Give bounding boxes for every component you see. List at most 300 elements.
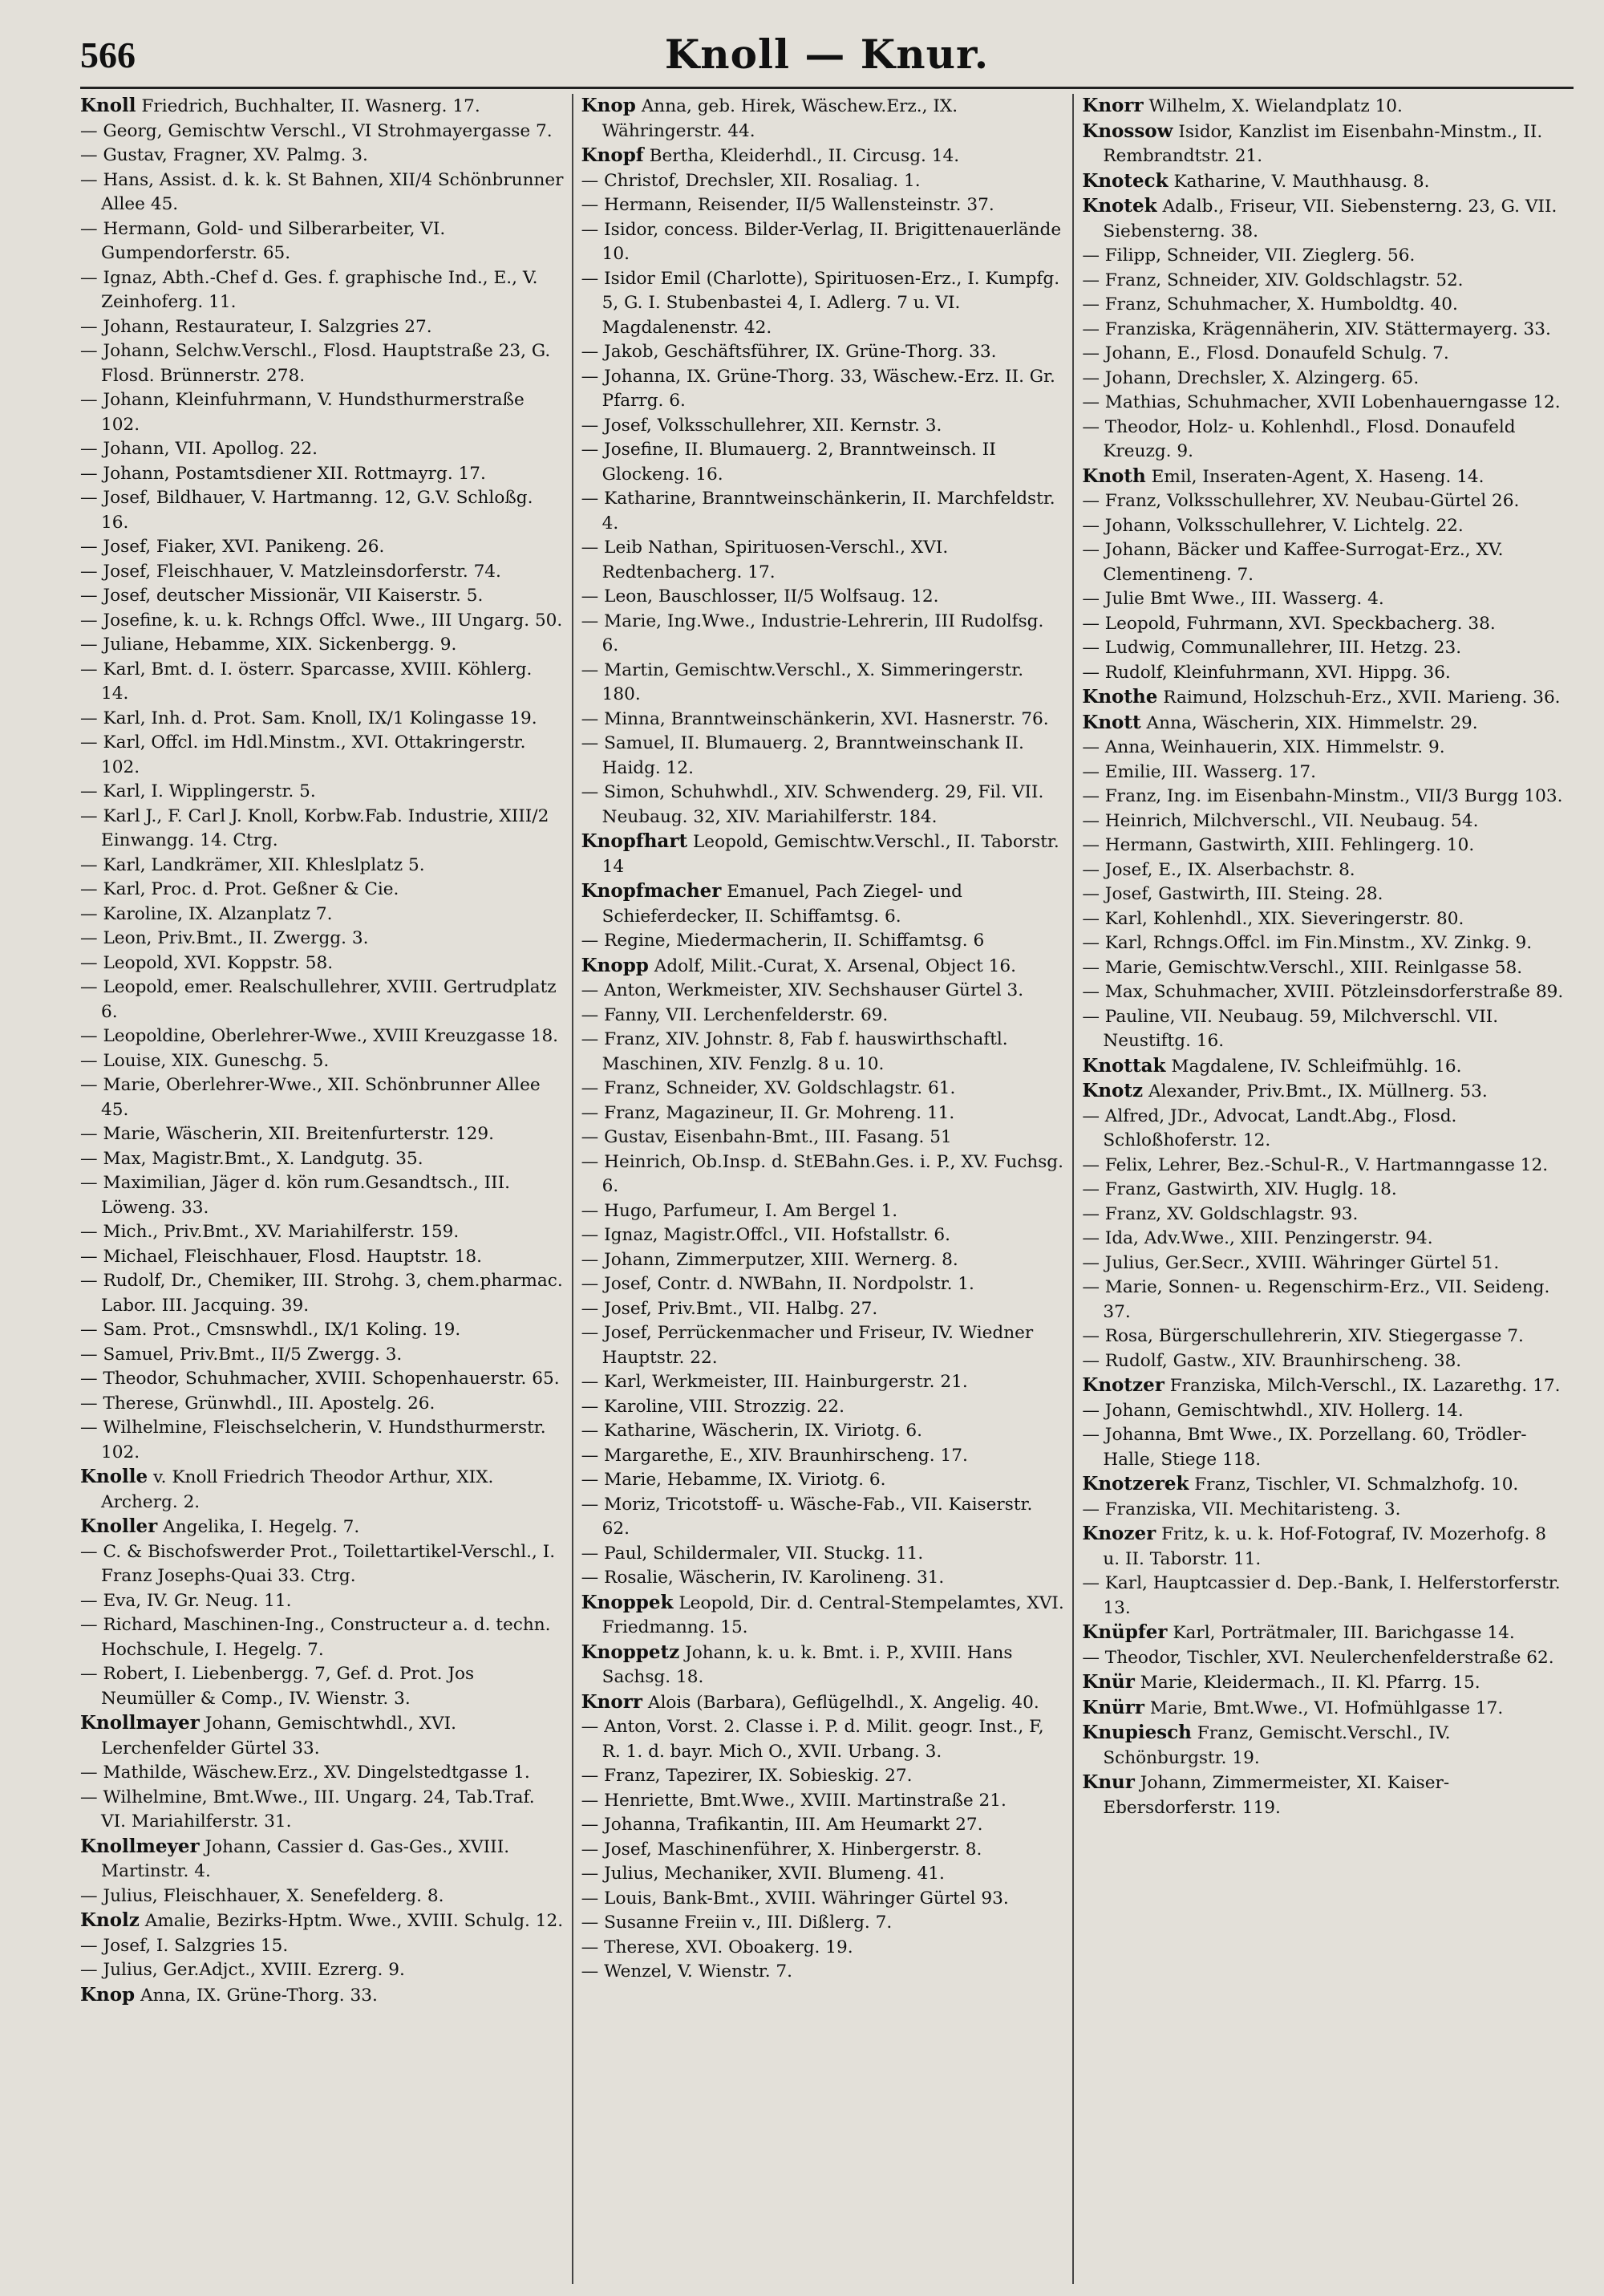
directory-entry [1082, 244, 1566, 269]
directory-entry [80, 1835, 564, 1884]
directory-entry [581, 1395, 1065, 1420]
directory-entry [80, 854, 564, 878]
entry-headword: Knoller [80, 1515, 158, 1537]
entry-text: — Theodor, Tischler, XVI. Neulerchenfelderstraße 62. [1082, 1647, 1554, 1668]
directory-entry [581, 1199, 1065, 1224]
entry-text: — Ida, Adv.Wwe., XIII. Penzingerstr. 94. [1082, 1228, 1433, 1248]
entry-text: — Johann, VII. Apollog. 22. [80, 439, 318, 459]
directory-entry [581, 1887, 1065, 1912]
entry-headword: Knoth [1082, 464, 1146, 487]
page-header [80, 22, 1574, 89]
directory-entry [581, 585, 1065, 610]
entry-text: — Hermann, Gastwirth, XIII. Fehlingerg. 10. [1082, 835, 1475, 855]
entry-text: Adolf, Milit.-Curat, X. Arsenal, Object 16. [654, 955, 1017, 976]
entry-text: Alois (Barbara), Geflügelhdl., X. Angelig. 40. [647, 1692, 1039, 1713]
directory-entry [581, 1960, 1065, 1985]
directory-entry [581, 1862, 1065, 1887]
directory-entry [80, 1589, 564, 1614]
entry-text: — Johann, E., Flosd. Donaufeld Schulg. 7. [1082, 343, 1449, 363]
directory-entry [581, 365, 1065, 414]
directory-entry [80, 1958, 564, 1983]
entry-text: Fritz, k. u. k. Hof-Fotograf, IV. Mozerhofg. 8 u. II. Taborstr. 11. [1103, 1524, 1547, 1569]
directory-entry [80, 1024, 564, 1049]
entry-text: — Franz, Schneider, XIV. Goldschlagstr. 52. [1082, 270, 1464, 290]
directory-entry [1082, 514, 1566, 539]
directory-entry [80, 976, 564, 1024]
entry-headword: Knop [80, 1983, 136, 2006]
entry-text: — Johann, Drechsler, X. Alzingerg. 65. [1082, 367, 1420, 388]
entry-headword: Knotzer [1082, 1374, 1165, 1396]
entry-text: — Hugo, Parfumeur, I. Am Bergel 1. [581, 1200, 898, 1221]
directory-entry [80, 144, 564, 168]
entry-headword: Knopf [581, 144, 644, 166]
entry-text: Adalb., Friseur, VII. Siebensterng. 23, G. VII. Siebensterng. 38. [1103, 197, 1557, 241]
entry-text: — Richard, Maschinen-Ing., Constructeur a. d. techn. Hochschule, I. Hegelg. 7. [80, 1615, 551, 1660]
entry-headword: Knoppek [581, 1591, 674, 1613]
directory-entry [80, 1884, 564, 1909]
entry-text: — Theodor, Schuhmacher, XVIII. Schopenhauerstr. 65. [80, 1369, 560, 1389]
directory-entry [1082, 612, 1566, 637]
entry-text: — Johann, Selchw.Verschl., Flosd. Hauptstraße 23, G. Flosd. Brünnerstr. 278. [80, 341, 551, 386]
entry-text: — Henriette, Bmt.Wwe., XVIII. Martinstraße 21. [581, 1790, 1007, 1811]
entry-text: — Karl, Kohlenhdl., XIX. Sieveringerstr. 80. [1082, 908, 1464, 929]
directory-entry [1082, 685, 1566, 711]
directory-entry [581, 169, 1065, 194]
entry-text: — Fanny, VII. Lerchenfelderstr. 69. [581, 1004, 889, 1025]
entry-text: — Susanne Freiin v., III. Dißlerg. 7. [581, 1913, 893, 1933]
entry-text: — Josef, Contr. d. NWBahn, II. Nordpolstr. 1. [581, 1274, 974, 1294]
directory-entry [80, 1049, 564, 1074]
directory-entry [1082, 464, 1566, 490]
directory-entry [581, 929, 1065, 954]
entry-text: — Franz, Schneider, XV. Goldschlagstr. 61. [581, 1078, 956, 1098]
directory-entry [80, 1171, 564, 1220]
entry-text: — Rudolf, Dr., Chemiker, III. Strohg. 3, chem.pharmac. Labor. III. Jacquing. 39. [80, 1271, 563, 1316]
entry-text: — Franz, Magazineur, II. Gr. Mohreng. 11. [581, 1102, 955, 1123]
directory-entry [581, 1468, 1065, 1493]
entry-text: — Karl, Inh. d. Prot. Sam. Knoll, IX/1 Kolingasse 19. [80, 708, 537, 728]
entry-text: Wilhelm, X. Wielandplatz 10. [1148, 96, 1403, 116]
directory-entry [80, 339, 564, 388]
directory-entry [1082, 785, 1566, 809]
directory-entry [80, 658, 564, 707]
directory-entry [1082, 834, 1566, 858]
entry-text: — Max, Schuhmacher, XVIII. Pötzleinsdorferstraße 89. [1082, 982, 1564, 1002]
entry-headword: Knotek [1082, 195, 1157, 217]
directory-entry [1082, 1423, 1566, 1472]
entry-text: — Leon, Bauschlosser, II/5 Wolfsaug. 12. [581, 586, 939, 606]
directory-entry [80, 731, 564, 780]
entry-text: — Josef, Gastwirth, III. Steing. 28. [1082, 884, 1383, 904]
entry-text: — Heinrich, Milchverschl., VII. Neubaug. 54. [1082, 810, 1479, 831]
directory-entry [1082, 1670, 1566, 1696]
entry-text: Marie, Kleidermach., II. Kl. Pfarrg. 15. [1140, 1673, 1480, 1693]
directory-entry [581, 979, 1065, 1004]
entry-headword: Knopfmacher [581, 880, 722, 902]
directory-entry [80, 1073, 564, 1122]
directory-entry [581, 610, 1065, 659]
entry-text: — Leopoldine, Oberlehrer-Wwe., XVIII Kreuzgasse 18. [80, 1026, 559, 1046]
directory-entry [1082, 416, 1566, 464]
entry-headword: Knotzerek [1082, 1473, 1189, 1495]
directory-entry [1082, 194, 1566, 244]
entry-text: — Mathilde, Wäschew.Erz., XV. Dingelstedtgasse 1. [80, 1763, 530, 1783]
directory-entry [80, 94, 564, 120]
entry-text: — Margarethe, E., XIV. Braunhirscheng. 17. [581, 1445, 968, 1466]
entry-text: — Josefine, k. u. k. Rchngs Offcl. Wwe., III Ungarg. 50. [80, 610, 563, 631]
entry-text: — Ludwig, Communallehrer, III. Hetzg. 23. [1082, 638, 1462, 658]
entry-text: — Maximilian, Jäger d. kön rum.Gesandtsch., III. Löweng. 33. [80, 1173, 511, 1218]
entry-text: — Franziska, Krägennäherin, XIV. Stättermayerg. 33. [1082, 318, 1551, 339]
directory-entry [80, 1343, 564, 1368]
directory-entry [80, 1245, 564, 1270]
directory-entry [1082, 1572, 1566, 1621]
directory-entry [581, 1077, 1065, 1101]
directory-entry [581, 1444, 1065, 1469]
entry-text: Amalie, Bezirks-Hptm. Wwe., XVIII. Schulg. 12. [144, 1911, 564, 1931]
entry-text: — Karoline, IX. Alzanplatz 7. [80, 903, 333, 924]
directory-entry [581, 487, 1065, 536]
directory-entry [80, 1416, 564, 1465]
entry-text: — Julie Bmt Wwe., III. Wasserg. 4. [1082, 589, 1384, 609]
directory-entry [1082, 1054, 1566, 1080]
directory-entry [1082, 538, 1566, 587]
entry-text: — Marie, Oberlehrer-Wwe., XII. Schönbrunner Allee 45. [80, 1075, 541, 1120]
entry-text: — Filipp, Schneider, VII. Zieglerg. 56. [1082, 245, 1416, 266]
directory-entry [581, 830, 1065, 879]
entry-text: — Leopold, Fuhrmann, XVI. Speckbacherg. 38. [1082, 613, 1496, 634]
directory-entry [1082, 1472, 1566, 1498]
entry-text: — Juliane, Hebamme, XIX. Sickenbergg. 9. [80, 635, 457, 655]
entry-headword: Knür [1082, 1671, 1135, 1693]
entry-headword: Knorr [581, 1690, 642, 1713]
entry-text: — Karl, Offcl. im Hdl.Minstm., XVI. Ottakringerstr. 102. [80, 732, 526, 777]
entry-text: — Karl, Landkrämer, XII. Khleslplatz 5. [80, 854, 425, 875]
entry-headword: Knozer [1082, 1523, 1156, 1544]
entry-text: Angelika, I. Hegelg. 7. [163, 1517, 360, 1537]
entry-text: — Franz, XV. Goldschlagstr. 93. [1082, 1203, 1359, 1224]
entry-text: — Leopold, emer. Realschullehrer, XVIII. Gertrudplatz 6. [80, 977, 557, 1022]
entry-text: — Karoline, VIII. Strozzig. 22. [581, 1396, 845, 1417]
entry-text: — Hermann, Gold- und Silberarbeiter, VI. Gumpendorferstr. 65. [80, 218, 446, 263]
entry-text: — Mich., Priv.Bmt., XV. Mariahilferstr. 159. [80, 1222, 460, 1242]
directory-entry [581, 1813, 1065, 1838]
directory-entry [581, 732, 1065, 781]
entry-text: — Johann, Postamtsdiener XII. Rottmayrg. 17. [80, 463, 486, 484]
directory-entry [1082, 882, 1566, 907]
entry-text: — C. & Bischofswerder Prot., Toilettartikel-Verschl., I. Franz Josephs-Quai 33. Ctrg. [80, 1541, 556, 1586]
directory-entry [1082, 1251, 1566, 1276]
entry-text: — Johanna, Trafikantin, III. Am Heumarkt 27. [581, 1815, 983, 1835]
entry-text: — Josef, Fleischhauer, V. Matzleinsdorferstr. 74. [80, 561, 501, 582]
entry-text: — Hermann, Reisender, II/5 Wallensteinstr. 37. [581, 195, 994, 215]
entry-text: — Josef, E., IX. Alserbachstr. 8. [1082, 859, 1355, 880]
entry-text: — Marie, Gemischtw.Verschl., XIII. Reinlgasse 58. [1082, 957, 1523, 978]
entry-text: — Katharine, Branntweinschänkerin, II. Marchfeldstr. 4. [581, 489, 1055, 533]
directory-entry [80, 168, 564, 217]
directory-entry [581, 1715, 1065, 1764]
directory-entry [581, 1321, 1065, 1370]
directory-entry [80, 805, 564, 854]
directory-entry [1082, 931, 1566, 956]
directory-entry [1082, 1399, 1566, 1424]
entry-text: — Josef, deutscher Missionär, VII Kaiserstr. 5. [80, 586, 484, 606]
entry-text: — Ignaz, Magistr.Offcl., VII. Hofstallstr. 6. [581, 1225, 950, 1245]
entry-text: — Josef, Bildhauer, V. Hartmanng. 12, G.V. Schloßg. 16. [80, 488, 533, 533]
entry-text: — Anton, Vorst. 2. Classe i. P. d. Milit. geogr. Inst., F, R. 1. d. bayr. Mich O., XVII. Urbang. 3. [581, 1717, 1044, 1762]
entry-text: — Julius, Ger.Adjct., XVIII. Ezrerg. 9. [80, 1960, 405, 1980]
directory-entry [581, 1223, 1065, 1248]
directory-entry [581, 1591, 1065, 1641]
directory-entry [80, 1761, 564, 1786]
entry-text: — Julius, Fleischhauer, X. Senefelderg. 8. [80, 1885, 444, 1906]
entry-text: — Christof, Drechsler, XII. Rosaliag. 1. [581, 170, 921, 191]
directory-entry [581, 1542, 1065, 1567]
directory-entry [80, 1786, 564, 1835]
directory-entry [1082, 391, 1566, 416]
directory-entry [1082, 1349, 1566, 1374]
entry-text: Magdalene, IV. Schleifmühlg. 16. [1171, 1056, 1462, 1077]
directory-entry [1082, 661, 1566, 686]
entry-text: Franz, Gemischt.Verschl., IV. Schönburgstr. 19. [1103, 1723, 1451, 1768]
entry-text: Isidor, Kanzlist im Eisenbahn-Minstm., II. Rembrandtstr. 21. [1103, 121, 1543, 166]
directory-entry [581, 1493, 1065, 1542]
directory-entry [1082, 1621, 1566, 1646]
entry-text: — Moriz, Tricotstoff- u. Wäsche-Fab., VII. Kaiserstr. 62. [581, 1494, 1033, 1539]
entry-headword: Knopp [581, 954, 649, 976]
entry-text: — Johann, Volksschullehrer, V. Lichtelg. 22. [1082, 515, 1464, 536]
directory-entry [1082, 809, 1566, 834]
directory-entry [581, 1248, 1065, 1273]
entry-text: — Eva, IV. Gr. Neug. 11. [80, 1590, 292, 1611]
directory-entry [581, 1028, 1065, 1077]
entry-text: — Regine, Miedermacherin, II. Schiffamtsg. 6 [581, 931, 985, 951]
directory-entry [581, 879, 1065, 929]
directory-entry [581, 1126, 1065, 1150]
directory-entry [581, 438, 1065, 487]
entry-text: — Samuel, Priv.Bmt., II/5 Zwergg. 3. [80, 1344, 403, 1365]
entry-text: — Hans, Assist. d. k. k. St Bahnen, XII/4 Schönbrunner Allee 45. [80, 169, 564, 214]
entry-text: — Josef, I. Salzgries 15. [80, 1935, 289, 1956]
directory-entry [1082, 489, 1566, 514]
directory-entry [80, 1934, 564, 1959]
directory-entry [80, 1909, 564, 1934]
directory-entry [80, 1465, 564, 1515]
entry-headword: Knottak [1082, 1054, 1166, 1077]
entry-text: — Karl J., F. Carl J. Knoll, Korbw.Fab. Industrie, XIII/2 Einwangg. 14. Ctrg. [80, 805, 549, 850]
directory-entry [581, 1641, 1065, 1690]
column-1 [80, 94, 572, 2284]
entry-headword: Knorr [1082, 95, 1144, 116]
entry-text: — Marie, Ing.Wwe., Industrie-Lehrerin, III Rudolfsg. 6. [581, 611, 1044, 655]
directory-entry [80, 1122, 564, 1147]
entry-text: Anna, Wäscherin, XIX. Himmelstr. 29. [1146, 712, 1478, 733]
directory-entry [581, 954, 1065, 980]
entry-text: — Sam. Prot., Cmsnswhdl., IX/1 Koling. 19. [80, 1320, 461, 1340]
entry-text: — Josef, Perrückenmacher und Friseur, IV. Wiedner Hauptstr. 22. [581, 1323, 1034, 1368]
entry-headword: Knoll [80, 95, 136, 116]
entry-headword: Knoteck [1082, 169, 1169, 192]
directory-entry [1082, 1771, 1566, 1820]
entry-text: — Katharine, Wäscherin, IX. Viriotg. 6. [581, 1421, 922, 1441]
directory-entry [80, 1318, 564, 1343]
directory-entry [581, 1566, 1065, 1591]
directory-entry [80, 535, 564, 560]
entry-text: — Johann, Kleinfuhrmann, V. Hundsthurmerstraße 102. [80, 390, 525, 435]
entry-text: — Karl, Hauptcassier d. Dep.-Bank, I. Helferstorferstr. 13. [1082, 1573, 1561, 1618]
entry-text: — Franz, Volksschullehrer, XV. Neubau-Gürtel 26. [1082, 491, 1520, 511]
entry-headword: Knupiesch [1082, 1722, 1192, 1743]
entry-text: — Pauline, VII. Neubaug. 59, Milchverschl. VII. Neustiftg. 16. [1082, 1006, 1499, 1051]
directory-entry [1082, 1079, 1566, 1105]
directory-entry [1082, 587, 1566, 612]
entry-text: — Julius, Mechaniker, XVII. Blumeng. 41. [581, 1864, 945, 1884]
entry-text: — Johanna, Bmt Wwe., IX. Porzellang. 60, Trödler-Halle, Stiege 118. [1082, 1425, 1527, 1470]
directory-entry [1082, 1522, 1566, 1572]
entry-text: — Marie, Wäscherin, XII. Breitenfurterstr. 129. [80, 1124, 495, 1144]
directory-entry [581, 1838, 1065, 1863]
directory-entry [1082, 94, 1566, 120]
entry-text: — Josefine, II. Blumauerg. 2, Branntweinsch. II Glockeng. 16. [581, 440, 996, 485]
directory-entry [80, 560, 564, 585]
directory-entry [80, 266, 564, 315]
directory-entry [80, 903, 564, 927]
entry-headword: Knollmeyer [80, 1835, 200, 1857]
directory-entry [1082, 1178, 1566, 1203]
entry-text: — Paul, Schildermaler, VII. Stuckg. 11. [581, 1543, 924, 1564]
directory-entry [1082, 342, 1566, 367]
entry-text: Leopold, Dir. d. Central-Stempelamtes, XVI. Friedmanng. 15. [602, 1592, 1064, 1637]
entry-text: — Marie, Hebamme, IX. Viriotg. 6. [581, 1470, 886, 1490]
directory-entry [80, 120, 564, 144]
entry-text: — Martin, Gemischtw.Verschl., X. Simmeringerstr. 180. [581, 659, 1024, 704]
directory-entry [80, 1662, 564, 1711]
entry-text: — Leib Nathan, Spirituosen-Verschl., XVI. Redtenbacherg. 17. [581, 537, 949, 582]
directory-entry [1082, 1005, 1566, 1054]
entry-text: Emil, Inseraten-Agent, X. Haseng. 14. [1151, 466, 1485, 487]
entry-text: — Karl, Werkmeister, III. Hainburgerstr. 21. [581, 1372, 968, 1392]
entry-headword: Knotz [1082, 1080, 1144, 1101]
entry-text: — Isidor, concess. Bilder-Verlag, II. Brigittenauerlände 10. [581, 219, 1062, 264]
entry-text: — Johann, Bäcker und Kaffee-Surrogat-Erz., XV. Clementineng. 7. [1082, 540, 1504, 585]
entry-text: — Johann, Gemischtwhdl., XIV. Hollerg. 14. [1082, 1400, 1464, 1421]
entry-text: — Felix, Lehrer, Bez.-Schul-R., V. Hartmanngasse 12. [1082, 1154, 1549, 1175]
entry-text: Marie, Bmt.Wwe., VI. Hofmühlgasse 17. [1149, 1698, 1504, 1718]
directory-entry [1082, 980, 1566, 1005]
entry-headword: Knolle [80, 1466, 148, 1487]
entry-text: v. Knoll Friedrich Theodor Arthur, XIX. Archerg. 2. [101, 1467, 494, 1512]
directory-entry [80, 878, 564, 903]
directory-entry [1082, 736, 1566, 761]
directory-entry [581, 1101, 1065, 1126]
entry-text: Bertha, Kleiderhdl., II. Circusg. 14. [649, 146, 960, 166]
entry-headword: Knoppetz [581, 1641, 680, 1663]
directory-entry [581, 1911, 1065, 1936]
directory-entry [80, 1983, 564, 2009]
directory-entry [581, 1004, 1065, 1028]
directory-entry [1082, 269, 1566, 294]
entry-text: — Josef, Priv.Bmt., VII. Halbg. 27. [581, 1298, 878, 1319]
entry-text: Johann, Gemischtwhdl., XVI. Lerchenfelder Gürtel 33. [101, 1714, 456, 1759]
page-number: 566 [80, 34, 136, 75]
directory-entry [80, 1147, 564, 1172]
column-3 [1072, 94, 1574, 2284]
entry-text: — Robert, I. Liebenbergg. 7, Gef. d. Prot. Jos Neumüller & Comp., IV. Wienstr. 3. [80, 1664, 475, 1709]
entry-text: — Franz, Gastwirth, XIV. Huglg. 18. [1082, 1179, 1397, 1199]
directory-entry [1082, 367, 1566, 391]
directory-entry [80, 927, 564, 951]
directory-entry [1082, 636, 1566, 661]
directory-entry [80, 584, 564, 609]
directory-entry [581, 218, 1065, 267]
directory-entry [581, 267, 1065, 341]
directory-entry [581, 659, 1065, 708]
directory-entry [80, 1392, 564, 1417]
directory-entry [581, 536, 1065, 585]
entry-headword: Knott [1082, 711, 1141, 733]
entry-headword: Knur [1082, 1771, 1135, 1793]
directory-entry [1082, 711, 1566, 736]
directory-entry [80, 1220, 564, 1245]
directory-entry [581, 1297, 1065, 1322]
entry-text: — Max, Magistr.Bmt., X. Landgutg. 35. [80, 1148, 423, 1169]
entry-text: — Franziska, VII. Mechitaristeng. 3. [1082, 1499, 1401, 1519]
entry-text: — Karl, I. Wipplingerstr. 5. [80, 781, 316, 801]
entry-text: — Johanna, IX. Grüne-Thorg. 33, Wäschew.-Erz. II. Gr. Pfarrg. 6. [581, 366, 1055, 411]
entry-text: — Wilhelmine, Bmt.Wwe., III. Ungarg. 24, Tab.Traf. VI. Mariahilferstr. 31. [80, 1787, 535, 1832]
entry-text: — Rudolf, Kleinfuhrmann, XVI. Hippg. 36. [1082, 662, 1451, 683]
directory-entry [1082, 120, 1566, 169]
entry-text: — Josef, Volksschullehrer, XII. Kernstr. 3. [581, 415, 942, 436]
directory-entry [581, 414, 1065, 439]
entry-text: — Wilhelmine, Fleischselcherin, V. Hundsthurmerstr. 102. [80, 1418, 546, 1462]
entry-text: Karl, Porträtmaler, III. Barichgasse 14. [1173, 1623, 1515, 1643]
entry-headword: Knolz [80, 1909, 140, 1931]
entry-text: Emanuel, Pach Ziegel- und Schieferdecker, II. Schiffamtsg. 6. [602, 882, 962, 927]
entry-text: — Anna, Weinhauerin, XIX. Himmelstr. 9. [1082, 737, 1445, 757]
entry-text: — Leon, Priv.Bmt., II. Zwergg. 3. [80, 928, 369, 948]
entry-text: — Karl, Bmt. d. I. österr. Sparcasse, XVIII. Köhlerg. 14. [80, 659, 533, 704]
entry-headword: Knürr [1082, 1696, 1145, 1718]
entry-text: — Anton, Werkmeister, XIV. Sechshauser Gürtel 3. [581, 980, 1024, 1000]
directory-entry [80, 217, 564, 266]
directory-entry [1082, 761, 1566, 785]
entry-text: Anna, geb. Hirek, Wäschew.Erz., IX. Währingerstr. 44. [602, 96, 958, 141]
entry-text: — Franz, XIV. Johnstr. 8, Fab f. hauswirthschaftl. Maschinen, XIV. Fenzlg. 8 u. 10. [581, 1029, 1008, 1074]
directory-entry [1082, 1105, 1566, 1154]
directory-entry [1082, 1373, 1566, 1399]
entry-text: — Wenzel, V. Wienstr. 7. [581, 1961, 793, 1982]
entry-text: — Alfred, JDr., Advocat, Landt.Abg., Flosd. Schloßhoferstr. 12. [1082, 1105, 1457, 1150]
directory-entry [1082, 1646, 1566, 1671]
directory-entry [80, 1540, 564, 1589]
directory-entry [80, 780, 564, 805]
directory-entry [80, 462, 564, 487]
entry-headword: Knüpfer [1082, 1621, 1168, 1643]
directory-entry [80, 315, 564, 340]
entry-text: Franziska, Milch-Verschl., IX. Lazarethg. 17. [1169, 1376, 1561, 1396]
directory-entry [581, 781, 1065, 830]
directory-entry [80, 1515, 564, 1540]
entry-text: Alexander, Priv.Bmt., IX. Müllnerg. 53. [1148, 1081, 1488, 1101]
entry-text: Katharine, V. Mauthhausg. 8. [1173, 171, 1430, 192]
directory-entry [1082, 1276, 1566, 1324]
entry-text: — Karl, Proc. d. Prot. Geßner & Cie. [80, 879, 399, 899]
entry-text: — Minna, Branntweinschänkerin, XVI. Hasnerstr. 76. [581, 708, 1049, 729]
entry-text: — Karl, Rchngs.Offcl. im Fin.Minstm., XV. Zinkg. 9. [1082, 933, 1533, 953]
directory-entry [1082, 1696, 1566, 1722]
entry-text: — Franz, Ing. im Eisenbahn-Minstm., VII/3 Burgg 103. [1082, 786, 1563, 806]
